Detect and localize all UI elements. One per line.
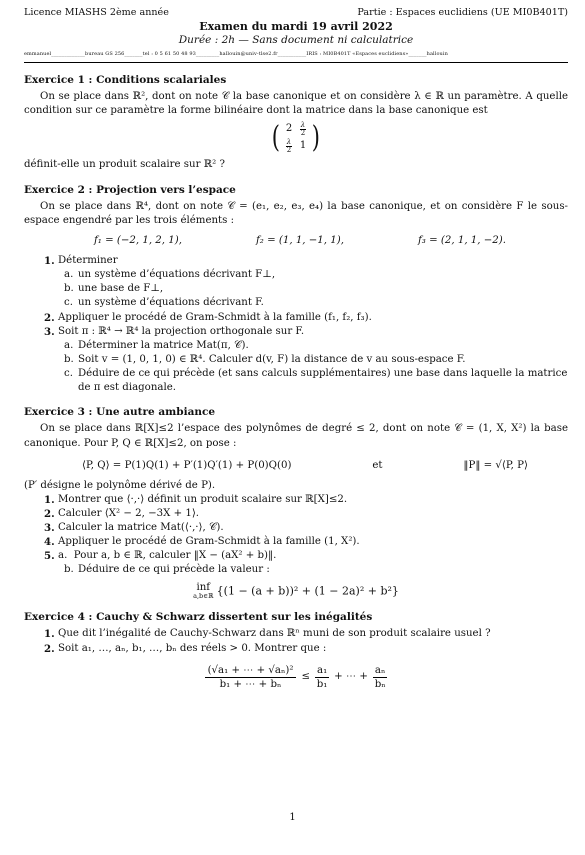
ex4-title: Exercice 4 : Cauchy & Schwarz dissertent sur les inégalités [24, 610, 373, 623]
lhs-numerator: (√a₁ + ⋯ + √aₙ)² [205, 664, 297, 678]
norm-def: ‖P‖ = √⟨P, P⟩ [463, 459, 528, 471]
vector-f2: f₂ = (1, 1, −1, 1), [256, 235, 344, 247]
ex2-vectors [24, 234, 568, 248]
ex2-q3c: c. Déduire de ce qui précède (et sans calculs supplémentaires) une base dans laquelle la matrice de π est diagonale. [64, 367, 568, 393]
ex2-q1b: b. une base de F⊥, [64, 283, 164, 295]
ex4-q1: 1. Que dit l’inégalité de Cauchy-Schwarz dans ℝⁿ muni de son produit scalaire usuel ? [44, 628, 491, 641]
r1-numerator: a₁ [315, 664, 329, 678]
ex2-title: Exercice 2 : Projection vers l’espace [24, 183, 236, 196]
ex3-q5b: b. Déduire de ce qui précède la valeur : [64, 564, 270, 576]
vector-f1: f₁ = (−2, 1, 2, 1), [94, 235, 182, 247]
ex2-q2: 2. Appliquer le procédé de Gram-Schmidt à la famille (f₁, f₂, f₃). [44, 311, 372, 324]
ex3-q5a: 5. a. Pour a, b ∈ ℝ, calculer ‖X − (aX² + b)‖. [44, 550, 277, 563]
ex2-text: On se place dans ℝ⁴, dont on note 𝒞 = (e₁, e₂, e₃, e₄) la base canonique, et on considère F le sous-espace engendré par les trois éléments : [24, 200, 568, 227]
ex2-q1: 1. Déterminer [44, 255, 118, 268]
header-right: Partie : Espaces euclidiens (UE MI0B401T) [357, 7, 568, 18]
vector-f3: f₃ = (2, 1, 1, −2). [418, 235, 506, 247]
rhs-dots: + ⋯ + [334, 671, 368, 683]
r1-denominator: b₁ [316, 678, 328, 690]
m22: 1 [299, 140, 307, 152]
left-paren: ( [272, 120, 281, 156]
inf-expression: {(1 − (a + b))² + (1 − 2a)² + b²} [216, 584, 399, 598]
ex2-q1c: c. un système d’équations décrivant F. [64, 297, 264, 309]
and-word: et [372, 459, 383, 471]
relation: ≤ [301, 671, 310, 683]
ex3-q3: 3. Calculer la matrice Mat(⟨·,·⟩, 𝒞). [44, 521, 224, 534]
ex3-title: Exercice 3 : Une autre ambiance [24, 406, 216, 418]
header-line [24, 6, 568, 19]
ex3-q4: 4. Appliquer le procédé de Gram-Schmidt à la famille (1, X²). [44, 536, 360, 549]
page-number: 1 [289, 812, 296, 823]
inf-operator: inf [196, 582, 211, 594]
ex3-text: On se place dans ℝ[X]≤2 l’espace des polynômes de degré ≤ 2, dont on note 𝒞 = (1, X, X²) la base canonique. Pour P, Q ∈ ℝ[X]≤2, on pose : [24, 423, 568, 449]
ex4-inequality [24, 664, 568, 692]
inner-product-def: ⟨P, Q⟩ = P(1)Q(1) + P′(1)Q′(1) + P(0)Q(0) [82, 459, 292, 471]
ex3-inf-formula [24, 583, 568, 600]
ex1-question: définit-elle un produit scalaire sur ℝ² ? [24, 159, 225, 171]
header-strip: emmanuel_____________bureau GS 256_______tel : 0 5 61 50 48 93_________hallouin@univ-tlse2.fr___________IRIS : MI0B401T «Espaces euclidiens»_______hallouin [24, 50, 448, 57]
ex3-q2: 2. Calculer ⟨X² − 2, −3X + 1⟩. [44, 507, 200, 520]
exam-page [24, 6, 568, 697]
lhs-denominator: b₁ + ⋯ + bₙ [219, 678, 282, 690]
ex2-q3: 3. Soit π : ℝ⁴ → ℝ⁴ la projection orthogonale sur F. [44, 325, 305, 338]
ex4-q2: 2. Soit a₁, …, aₙ, b₁, …, bₙ des réels > 0. Montrer que : [44, 642, 327, 655]
m12: $\frac{\lambda}{2}$ [300, 121, 306, 138]
ex1-text: On se place dans ℝ², dont on note 𝒞 la base canonique et on considère λ ∈ ℝ un paramètre. A quelle condition sur ce paramètre la forme bilinéaire dont la matrice dans la base canonique est [24, 91, 568, 117]
exam-title: Examen du mardi 19 avril 2022 [199, 20, 393, 34]
ex2-q3a: a. Déterminer la matrice Mat(π, 𝒞). [64, 339, 249, 351]
ex3-definitions [24, 459, 568, 473]
exam-subtitle: Durée : 2h — Sans document ni calculatrice [178, 34, 414, 47]
ex2-q1a: a. un système d’équations décrivant F⊥, [64, 269, 276, 281]
inf-subscript: a,b∈ℝ [193, 592, 214, 601]
header-left: Licence MIASHS 2ème année [24, 7, 169, 18]
m11: 2 [285, 123, 293, 135]
header-rule [24, 62, 568, 63]
ex2-q3b: b. Soit v = (1, 0, 1, 0) ∈ ℝ⁴. Calculer d(v, F) la distance de v au sous-espace F. [64, 353, 466, 365]
ex3-q1: 1. Montrer que ⟨·,·⟩ définit un produit scalaire sur ℝ[X]≤2. [44, 493, 348, 506]
ex1-matrix [24, 122, 568, 154]
right-paren: ) [311, 120, 320, 156]
r2-numerator: aₙ [373, 664, 387, 678]
m21: $\frac{\lambda}{2}$ [286, 138, 292, 155]
r2-denominator: bₙ [374, 678, 386, 690]
ex3-note: (P′ désigne le polynôme dérivé de P). [24, 479, 216, 491]
ex1-title: Exercice 1 : Conditions scalariales [24, 73, 227, 86]
